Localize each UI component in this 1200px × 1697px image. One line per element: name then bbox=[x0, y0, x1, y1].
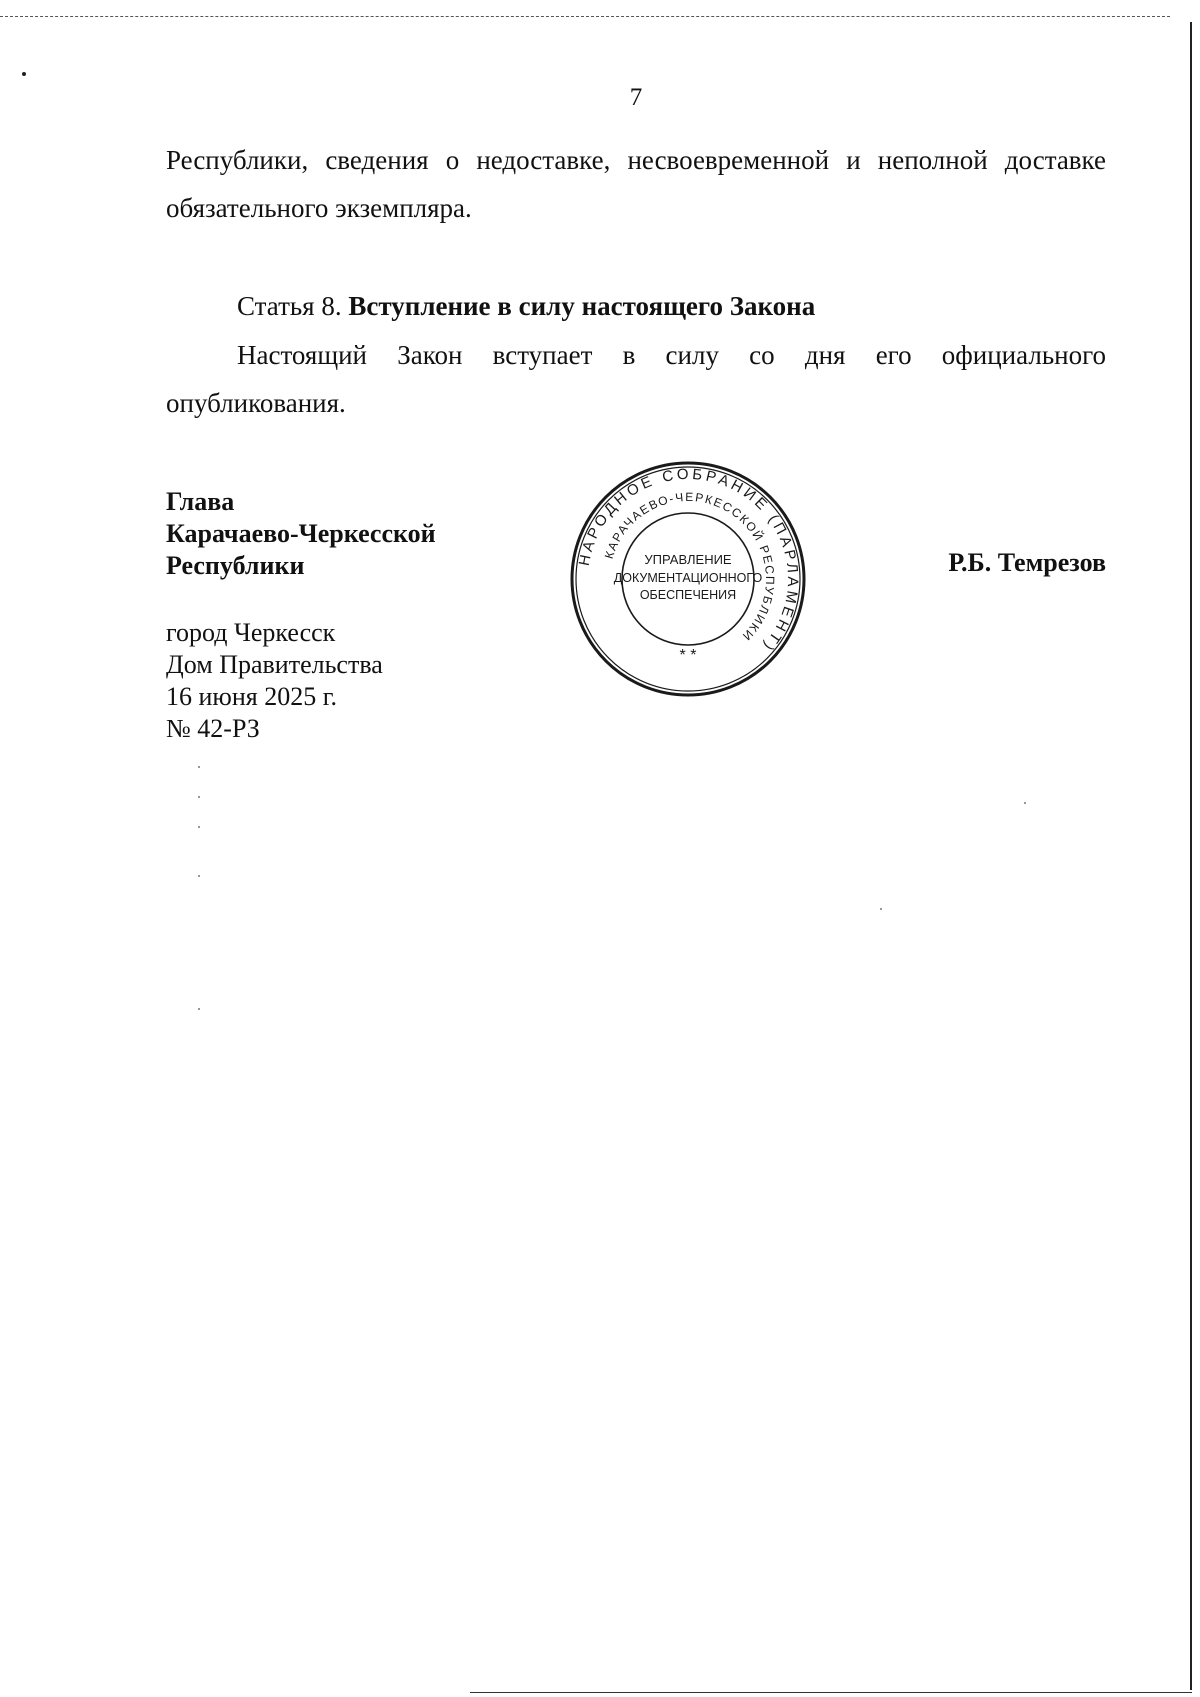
law-number: № 42-РЗ bbox=[166, 714, 260, 743]
paragraph-obligatory-copy bbox=[166, 136, 1106, 232]
paragraph-line: обязательного экземпляра. bbox=[166, 193, 472, 223]
signatory-title-line: Карачаево-Черкесской bbox=[166, 519, 436, 548]
official-seal bbox=[569, 460, 807, 698]
scan-speck bbox=[1024, 802, 1026, 804]
page-number: 7 bbox=[629, 84, 643, 111]
signatory-title bbox=[166, 486, 436, 582]
seal-center-line: ОБЕСПЕЧЕНИЯ bbox=[639, 588, 737, 602]
scan-border-bottom bbox=[470, 1692, 1192, 1693]
scan-border-top bbox=[0, 16, 1170, 17]
scan-speck bbox=[198, 766, 200, 768]
issue-city: город Черкесск bbox=[166, 618, 336, 647]
scan-speck bbox=[198, 875, 200, 877]
scan-speck bbox=[198, 826, 200, 828]
paragraph-entry-into-force bbox=[166, 331, 1106, 427]
scan-border-right bbox=[1190, 22, 1192, 1690]
seal-center-line: УПРАВЛЕНИЕ bbox=[644, 552, 732, 567]
seal-inner-text: КАРАЧАЕВО-ЧЕРКЕССКОЙ РЕСПУБЛИКИ bbox=[601, 489, 778, 645]
scan-speck bbox=[198, 796, 200, 798]
paragraph-line: Республики, сведения о недоставке, несвоевременной и неполной доставке bbox=[166, 145, 1106, 175]
signatory-title-line: Глава bbox=[166, 487, 235, 516]
seal-outer-text: НАРОДНОЕ СОБРАНИЕ (ПАРЛАМЕНТ) bbox=[575, 465, 802, 657]
paragraph-line: опубликования. bbox=[166, 388, 346, 418]
article-heading bbox=[237, 286, 815, 326]
paragraph-line: Настоящий Закон вступает в силу со дня его официального bbox=[237, 340, 1106, 370]
article-title: Вступление в силу настоящего Закона bbox=[348, 291, 816, 321]
issue-building: Дом Правительства bbox=[166, 650, 383, 679]
scan-speck bbox=[22, 72, 26, 76]
seal-stars: * * bbox=[679, 647, 697, 664]
scan-speck bbox=[198, 1008, 200, 1010]
article-prefix: Статья 8. bbox=[237, 291, 342, 321]
signatory-title-line: Республики bbox=[166, 551, 305, 580]
issue-details bbox=[166, 617, 383, 745]
signatory-name: Р.Б. Темрезов bbox=[948, 548, 1106, 577]
seal-center-line: ДОКУМЕНТАЦИОННОГО bbox=[613, 571, 763, 585]
issue-date: 16 июня 2025 г. bbox=[166, 682, 337, 711]
scan-speck bbox=[880, 908, 882, 910]
